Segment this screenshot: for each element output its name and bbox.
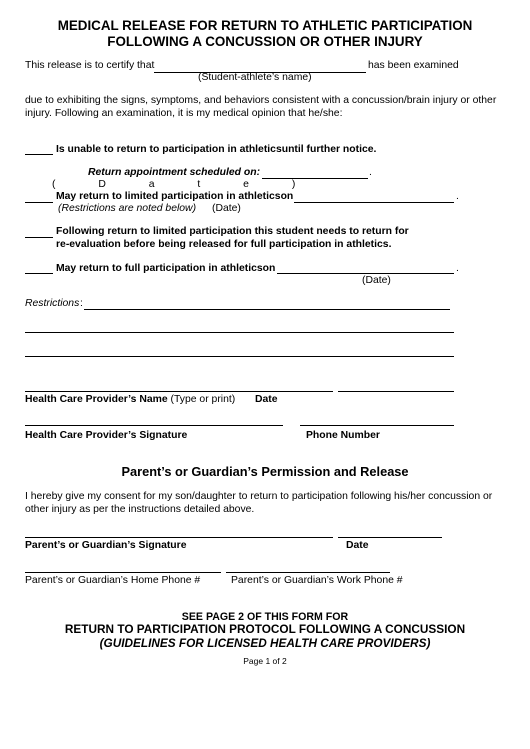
guardian-date-label: Date (346, 540, 369, 551)
certify-suffix: has been examined (368, 60, 459, 71)
guardian-date-field[interactable] (338, 537, 442, 538)
option4-date-field[interactable] (277, 273, 454, 274)
guardian-signature-label: Parent’s or Guardian’s Signature (25, 540, 187, 551)
guardian-signature-field[interactable] (25, 537, 333, 538)
form-title-line2: FOLLOWING A CONCUSSION OR OTHER INJURY (107, 34, 423, 49)
restrictions-field-line3[interactable] (25, 356, 454, 357)
restrictions-label: Restrictions (25, 298, 80, 309)
option1-check-field[interactable] (25, 154, 53, 155)
footer-see-page: SEE PAGE 2 OF THIS FORM FOR (181, 611, 349, 623)
option2-label: May return to limited participation in athleticson (56, 191, 294, 202)
intro-line1: due to exhibiting the signs, symptoms, and behaviors consistent with a concussion/brain injury or other (25, 95, 497, 106)
guardian-consent-line2: other injury as per the instructions detailed above. (25, 504, 255, 515)
option3-line1: Following return to limited participation this student needs to return for (56, 226, 409, 237)
option3-check-field[interactable] (25, 237, 53, 238)
option3-line2: re-evaluation before being released for full participation in athletics. (56, 239, 392, 250)
provider-date-label: Date (255, 394, 278, 405)
provider-name-field[interactable] (25, 391, 333, 392)
option2-date-field[interactable] (294, 202, 454, 203)
provider-name-caption (25, 394, 235, 406)
return-appointment-label: Return appointment scheduled on: (88, 167, 261, 178)
option4-check-field[interactable] (25, 273, 53, 274)
option2-note: (Restrictions are noted below) (58, 203, 197, 214)
form-title-line1: MEDICAL RELEASE FOR RETURN TO ATHLETIC PARTICIPATION (57, 18, 473, 33)
certify-prefix: This release is to certify that (25, 60, 155, 71)
athlete-name-caption: (Student-athlete’s name) (198, 72, 312, 83)
intro-line2: injury. Following an examination, it is my medical opinion that he/she: (25, 108, 343, 119)
option1-label: Is unable to return to participation in athleticsuntil further notice. (56, 144, 377, 155)
footer-protocol-title: RETURN TO PARTICIPATION PROTOCOL FOLLOWING A CONCUSSION (64, 622, 466, 636)
provider-name-label: Health Care Provider’s Name (25, 394, 168, 405)
option4-label: May return to full participation in athleticson (56, 263, 276, 274)
provider-date-field[interactable] (338, 391, 454, 392)
option2-date-caption: (Date) (212, 203, 241, 214)
guardian-work-phone-field[interactable] (226, 572, 390, 573)
guardian-home-phone-label: Parent’s or Guardian’s Home Phone # (25, 575, 201, 586)
provider-phone-label: Phone Number (306, 430, 380, 441)
guardian-consent-line1: I hereby give my consent for my son/daughter to return to participation following his/her concussion or (25, 491, 493, 502)
provider-phone-field[interactable] (300, 425, 454, 426)
guardian-heading: Parent’s or Guardian’s Permission and Release (121, 464, 409, 479)
option2-check-field[interactable] (25, 202, 53, 203)
guardian-work-phone-label: Parent’s or Guardian’s Work Phone # (231, 575, 403, 586)
restrictions-field-line2[interactable] (25, 332, 454, 333)
restrictions-field-line1[interactable] (84, 309, 450, 310)
provider-signature-field[interactable] (25, 425, 283, 426)
page-indicator: Page 1 of 2 (243, 656, 287, 666)
footer-guidelines: (GUIDELINES FOR LICENSED HEALTH CARE PROVIDERS) (99, 636, 431, 650)
guardian-home-phone-field[interactable] (25, 572, 221, 573)
provider-name-hint: (Type or print) (167, 394, 236, 405)
date-spaced-caption: ( D a t e ) (52, 179, 316, 190)
option4-date-caption: (Date) (362, 275, 391, 286)
provider-signature-label: Health Care Provider’s Signature (25, 430, 188, 441)
